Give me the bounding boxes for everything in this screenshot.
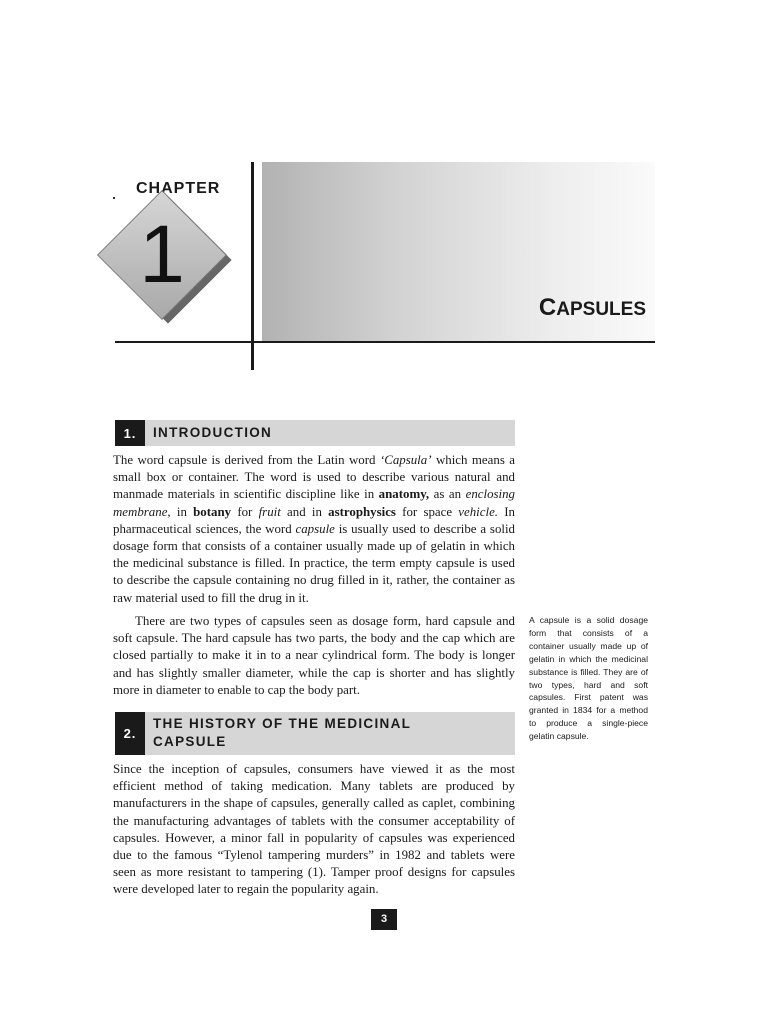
section-title [145,712,419,755]
intro-paragraph-2: There are two types of capsules seen as dosage form, hard capsule and soft capsule. The hard capsule has two parts, the body and the cap which are closed partially to make it in to a near cylindrical form. The body is longer and has slightly smaller diameter, while the cap is shorter and has slightly more in diameter to enable to cap the body part. [113,614,515,697]
term-anatomy: anatomy, [378,487,430,502]
term-astrophysics: astrophysics [328,504,396,519]
text-run: and in [280,504,329,519]
section-title-line: THE HISTORY OF THE MEDICINAL [153,716,412,731]
chapter-number: 1 [139,209,185,300]
term-botany: botany [193,504,232,519]
term-capsule: capsule [295,521,335,536]
section-heading-introduction [115,420,515,446]
term-vehicle: vehicle. [458,504,499,519]
text-run: for [231,504,259,519]
section-number: 1. [115,420,145,446]
term-capsula: ‘Capsula’ [379,453,432,467]
section-title-line: CAPSULE [153,734,227,749]
term-enclosing-membrane: enclosing membrane, [113,487,515,519]
text-run: In pharmaceutical sciences, the word [113,504,515,536]
text-run: as an [429,487,466,502]
margin-dot [113,197,115,199]
section-heading-history [115,712,515,755]
text-run: which means a small box or container. The word is used to describe various natural and manmade materials in scientific discipline like in [113,453,515,502]
text-run: for space [395,504,459,519]
horizontal-rule [115,341,655,343]
chapter-label: CHAPTER [136,180,221,197]
page-number: 3 [371,909,397,930]
history-paragraph: Since the inception of capsules, consumers have viewed it as the most efficient method of taking medication. Many tablets are produced by manufacturers in the shape of capsules, generally called as caplet, combining the manufacturing advantages of tablets with the consumer acceptability of capsules. However, a minor fall in popularity of capsules was experienced due to the famous “Tylenol tampering murders” in 1982 and tablets were seen as more resistant to tampering (1). Tamper proof designs for capsules were developed later to regain the popularity again. [113,762,515,897]
text-run: is usually used to describe a solid dosage form that consists of a container usually made up of gelatin in which the medicinal substance is filled. In practice, the term empty capsule is used to describe the capsule containing no drug filled in it, rather, the container as raw material used to fill the drug in it. [113,521,515,605]
intro-paragraph-1 [113,452,515,607]
margin-note: A capsule is a solid dosage form that consists of a container usually made up of gelatin in which the medicinal substance is filled. They are of two types, hard and soft capsules. First patent was granted in 1834 for a method to produce a single-piece gelatin capsule. [529,615,648,742]
section-number: 2. [115,712,145,755]
chapter-title [539,294,646,322]
section-title: INTRODUCTION [153,425,273,440]
text-run: in [170,504,194,519]
text-run: The word capsule is derived from the Latin word [113,453,380,467]
term-fruit: fruit [258,504,281,519]
chapter-title-rest: APSULES [556,299,646,320]
vertical-rule [251,162,254,370]
chapter-title-initial: C [538,294,557,321]
